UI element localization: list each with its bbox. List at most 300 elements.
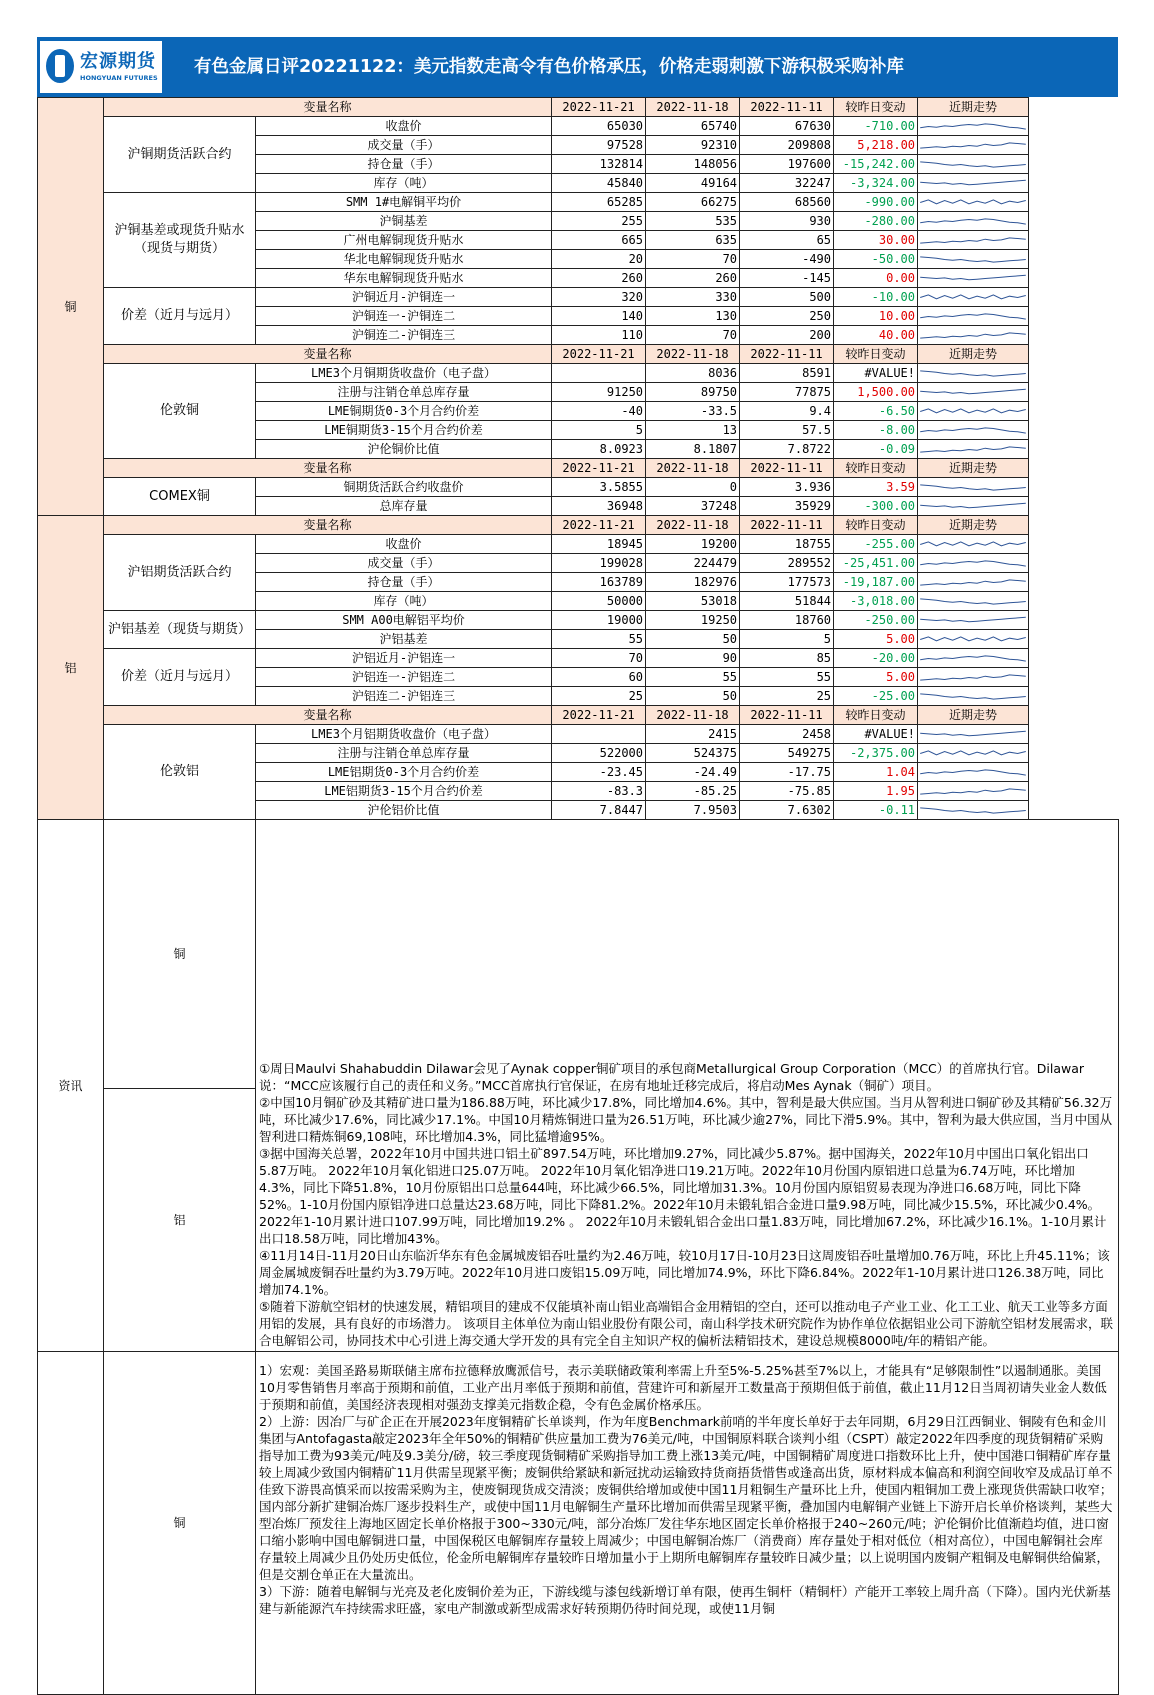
trend-sparkline [918,630,1029,649]
trend-sparkline [918,193,1029,212]
value-cell: 182976 [646,573,740,592]
value-cell: 2415 [646,725,740,744]
analysis-copper-label: 铜 [104,1352,256,1695]
sparkline-chart [918,118,1028,135]
trend-sparkline [918,288,1029,307]
value-cell: 132814 [552,155,646,174]
value-cell: 25 [552,687,646,706]
change-cell: -6.50 [834,402,918,421]
change-cell: -255.00 [834,535,918,554]
group-label: COMEX铜 [104,478,256,516]
value-cell: 77875 [740,383,834,402]
change-cell: -25,451.00 [834,554,918,573]
value-cell: 255 [552,212,646,231]
trend-sparkline [918,573,1029,592]
trend-sparkline [918,250,1029,269]
variable-name: 总库存量 [256,497,552,516]
sparkline-path [920,237,1026,242]
change-cell: -3,324.00 [834,174,918,193]
trend-sparkline [918,611,1029,630]
trend-sparkline [918,440,1029,459]
sparkline-chart [918,422,1028,439]
value-cell: 18945 [552,535,646,554]
value-cell: 289552 [740,554,834,573]
value-cell: 148056 [646,155,740,174]
trend-sparkline [918,668,1029,687]
sparkline-path [920,256,1026,261]
variable-name: 注册与注销仓单总库存量 [256,383,552,402]
value-cell: 57.5 [740,421,834,440]
group-label: 价差（近月与远月） [104,649,256,706]
table-row [38,193,1119,212]
value-cell: 8.1807 [646,440,740,459]
variable-name: 沪铝基差 [256,630,552,649]
news-copper-label: 铜 [104,820,256,1089]
col-header-date: 2022-11-18 [646,516,740,535]
variable-name: 收盘价 [256,117,552,136]
value-cell: 45840 [552,174,646,193]
sparkline-chart [918,574,1028,591]
sparkline-path [920,484,1026,489]
group-label: 伦敦铝 [104,725,256,820]
report-title: 有色金属日评20221122：美元指数走高令有色价格承压，价格走弱刺激下游积极采购补库 [194,57,904,77]
value-cell: 65285 [552,193,646,212]
col-header-date: 2022-11-11 [740,98,834,117]
value-cell: 32247 [740,174,834,193]
value-cell: 535 [646,212,740,231]
col-header-date: 2022-11-21 [552,459,646,478]
value-cell: 60 [552,668,646,687]
data-table [37,97,1119,1695]
change-cell: #VALUE! [834,725,918,744]
value-cell: 90 [646,649,740,668]
value-cell: 89750 [646,383,740,402]
sparkline-path [920,750,1026,754]
sparkline-path [920,655,1026,660]
col-header-trend: 近期走势 [918,98,1029,117]
variable-name: SMM A00电解铝平均价 [256,611,552,630]
sparkline-chart [918,365,1028,382]
value-cell: 177573 [740,573,834,592]
variable-name: 沪铜连一-沪铜连二 [256,307,552,326]
value-cell: 19200 [646,535,740,554]
group-label: 伦敦铜 [104,364,256,459]
sparkline-path [920,275,1026,280]
value-cell: 260 [646,269,740,288]
value-cell: 260 [552,269,646,288]
trend-sparkline [918,421,1029,440]
sparkline-path [920,598,1026,603]
col-header-date: 2022-11-18 [646,98,740,117]
sparkline-chart [918,403,1028,420]
column-header-row [38,98,1119,117]
trend-sparkline [918,174,1029,193]
table-row [38,364,1119,383]
variable-name: LME铝期货0-3个月合约价差 [256,763,552,782]
value-cell: 65740 [646,117,740,136]
report-sheet [37,37,1118,1695]
change-cell: -280.00 [834,212,918,231]
value-cell: -40 [552,402,646,421]
change-cell: -3,018.00 [834,592,918,611]
variable-name: 库存（吨） [256,592,552,611]
sparkline-path [920,731,1026,736]
change-cell: -0.11 [834,801,918,820]
news-row [38,820,1119,1089]
value-cell: 110 [552,326,646,345]
change-cell: -10.00 [834,288,918,307]
sparkline-chart [918,270,1028,287]
col-header-trend: 近期走势 [918,345,1029,364]
value-cell: 199028 [552,554,646,573]
change-cell: -990.00 [834,193,918,212]
sparkline-chart [918,213,1028,230]
sparkline-chart [918,251,1028,268]
value-cell: 55 [552,630,646,649]
change-cell: 40.00 [834,326,918,345]
sparkline-path [920,408,1026,412]
col-header-change: 较昨日变动 [834,98,918,117]
sparkline-path [920,389,1026,394]
value-cell: 130 [646,307,740,326]
value-cell: 5 [740,630,834,649]
trend-sparkline [918,535,1029,554]
trend-sparkline [918,364,1029,383]
col-header-date: 2022-11-11 [740,345,834,364]
trend-sparkline [918,763,1029,782]
sparkline-chart [918,555,1028,572]
value-cell: 55 [646,668,740,687]
analysis-row [38,1352,1119,1695]
value-cell: -145 [740,269,834,288]
value-cell: 7.8447 [552,801,646,820]
col-header-date: 2022-11-18 [646,345,740,364]
sparkline-path [920,769,1026,774]
sparkline-chart [918,156,1028,173]
news-section-label: 资讯 [38,820,104,1352]
sparkline-chart [918,441,1028,458]
sparkline-path [920,693,1026,698]
value-cell: 330 [646,288,740,307]
value-cell: 19000 [552,611,646,630]
value-cell: 635 [646,231,740,250]
trend-sparkline [918,744,1029,763]
variable-name: LME铝期货3-15个月合约价差 [256,782,552,801]
change-cell: 1.95 [834,782,918,801]
sparkline-chart [918,593,1028,610]
sparkline-path [920,218,1026,223]
sparkline-path [920,332,1026,337]
group-label: 沪铜期货活跃合约 [104,117,256,193]
trend-sparkline [918,231,1029,250]
variable-name: 成交量（手） [256,554,552,573]
trend-sparkline [918,554,1029,573]
trend-sparkline [918,117,1029,136]
sparkline-chart [918,308,1028,325]
variable-name: 华东电解铜现货升贴水 [256,269,552,288]
change-cell: -25.00 [834,687,918,706]
change-cell: 5.00 [834,668,918,687]
variable-name: 沪铝近月-沪铝连一 [256,649,552,668]
value-cell: 67630 [740,117,834,136]
sparkline-chart [918,384,1028,401]
value-cell: 320 [552,288,646,307]
variable-name: 华北电解铜现货升贴水 [256,250,552,269]
value-cell: 91250 [552,383,646,402]
column-header-row [38,516,1119,535]
value-cell: 7.9503 [646,801,740,820]
sparkline-path [920,503,1026,508]
trend-sparkline [918,212,1029,231]
news-text: ①周日Maulvi Shahabuddin Dilawar会见了Aynak copper铜矿项目的承包商Metallurgical Group Corporation（MCC）的首席执行官。Dilawar说：“MCC应该履行自己的责任和义务。”MCC首席执行官保证，在房有地址迁移完成后，将启动Mes Aynak（铜矿）项目。 ②中国10月铜矿砂及其精矿进口量为186.88万吨，环比减少17.8%，同比增加4.6%。其中，智利是最大供应国。当月从智利进口铜矿砂及其精矿56.32万吨，环比减少17.6%，同比减少17.1%。中国10月精炼铜进口量为26.51万吨，环比减少逾27%，同比下滑5.9%。其中，智利为最大供应国，当月中国从智利进口精炼铜69,108吨，环比增加4.3%，同比猛增逾95%。 ③据中国海关总署，2022年10月中国共进口铝土矿897.54万吨，环比增加9.27%，同比减少5.87%。据中国海关，2022年10月中国出口氧化铝出口5.87万吨。 2022年10月氧化铝进口25.07万吨。 2022年10月氧化铝净进口19.21万吨。2022年10月份国内原铝进口总量为6.74万吨，环比增加4.3%，同比下降51.8%，10月份原铝出口总量644吨，环比减少66.5%，同比增加31.3%。10月份国内原铝贸易表现为净进口6.68万吨，同比下降52%。1-10月份国内原铝净进口总量达23.68万吨，同比下降81.2%。2022年10月未锻轧铝合金进口量9.98万吨，同比减少15.5%，环比减少0.4%。2022年1-10月累计进口107.99万吨，同比增加19.2% 。 2022年10月未锻轧铝合金出口量1.83万吨，同比增加67.2%，环比减少16.1%。1-10月累计出口18.58万吨，同比增加43%。 ④11月14日-11月20日山东临沂华东有色金属城废铝吞吐量约为2.46万吨，较10月17日-10月23日这周废铝吞吐量增加0.76万吨，环比上升45.11%；该周金属城废铜吞吐量约为3.79万吨。2022年10月进口废铝15.09万吨，同比增加74.9%，环比下降6.84%。2022年1-10月累计进口126.38万吨，同比增加74.1%。 ⑤随着下游航空铝材的快速发展，精铝项目的建成不仅能填补南山铝业高端铝合金用精铝的空白，还可以推动电子产业工业、化工工业、航天工业等多方面用铝的发展，具有良好的市场潜力。 该项目主体单位为南山铝业股份有限公司，南山科学技术研究院作为协作单位依据铝业公司下游航空铝材发展需求，联合电解铝公司，协同技术中心引进上海交通大学开发的具有完全自主知识产权的偏析法精铝技术，建设总规模8000吨/年的精铝产能。 [256,820,1119,1352]
col-header-variable: 变量名称 [104,98,552,117]
change-cell: -250.00 [834,611,918,630]
col-header-date: 2022-11-21 [552,98,646,117]
value-cell: 140 [552,307,646,326]
value-cell: 665 [552,231,646,250]
value-cell: 19250 [646,611,740,630]
sparkline-path [920,807,1026,812]
value-cell: -75.85 [740,782,834,801]
col-header-trend: 近期走势 [918,706,1029,725]
col-header-date: 2022-11-18 [646,706,740,725]
table-row [38,611,1119,630]
change-cell: 0.00 [834,269,918,288]
variable-name: 沪铜基差 [256,212,552,231]
value-cell: 930 [740,212,834,231]
variable-name: 沪铜连二-沪铜连三 [256,326,552,345]
sparkline-path [920,617,1026,622]
sparkline-chart [918,498,1028,515]
sparkline-chart [918,669,1028,686]
value-cell: 224479 [646,554,740,573]
value-cell: 18755 [740,535,834,554]
trend-sparkline [918,269,1029,288]
value-cell: 85 [740,649,834,668]
value-cell: 36948 [552,497,646,516]
value-cell: 49164 [646,174,740,193]
table-row [38,478,1119,497]
sparkline-chart [918,631,1028,648]
value-cell: -24.49 [646,763,740,782]
sparkline-chart [918,612,1028,629]
sparkline-path [920,313,1026,318]
sparkline-path [920,199,1026,203]
change-cell: -20.00 [834,649,918,668]
change-cell: 10.00 [834,307,918,326]
sparkline-path [920,142,1026,147]
sparkline-chart [918,688,1028,705]
value-cell: 70 [646,326,740,345]
variable-name: 沪伦铜价比值 [256,440,552,459]
variable-name: 库存（吨） [256,174,552,193]
change-cell: -8.00 [834,421,918,440]
trend-sparkline [918,801,1029,820]
value-cell: 20 [552,250,646,269]
trend-sparkline [918,649,1029,668]
trend-sparkline [918,136,1029,155]
value-cell: 53018 [646,592,740,611]
news-aluminum-label: 铝 [104,1089,256,1352]
value-cell [552,725,646,744]
sparkline-chart [918,289,1028,306]
table-row [38,535,1119,554]
sparkline-path [920,541,1026,545]
value-cell: 18760 [740,611,834,630]
variable-name: LME3个月铜期货收盘价（电子盘） [256,364,552,383]
trend-sparkline [918,782,1029,801]
value-cell: 0 [646,478,740,497]
sparkline-chart [918,783,1028,800]
variable-name: 沪铜近月-沪铜连一 [256,288,552,307]
sparkline-chart [918,327,1028,344]
value-cell: 522000 [552,744,646,763]
col-header-change: 较昨日变动 [834,345,918,364]
value-cell: 25 [740,687,834,706]
value-cell: 7.8722 [740,440,834,459]
value-cell: 50000 [552,592,646,611]
column-header-row [38,459,1119,478]
col-header-date: 2022-11-21 [552,706,646,725]
value-cell: 70 [552,649,646,668]
sparkline-chart [918,137,1028,154]
sparkline-chart [918,536,1028,553]
value-cell: -23.45 [552,763,646,782]
col-header-trend: 近期走势 [918,459,1029,478]
col-header-variable: 变量名称 [104,516,552,535]
col-header-variable: 变量名称 [104,459,552,478]
variable-name: SMM 1#电解铜平均价 [256,193,552,212]
col-header-trend: 近期走势 [918,516,1029,535]
sparkline-chart [918,726,1028,743]
analysis-section-label [38,1352,104,1695]
sparkline-chart [918,175,1028,192]
value-cell: -85.25 [646,782,740,801]
group-label: 沪铝期货活跃合约 [104,535,256,611]
value-cell: 524375 [646,744,740,763]
value-cell: 97528 [552,136,646,155]
value-cell: 50 [646,630,740,649]
sparkline-path [920,579,1026,584]
col-header-variable: 变量名称 [104,345,552,364]
change-cell: 5,218.00 [834,136,918,155]
value-cell: 35929 [740,497,834,516]
sparkline-path [920,560,1026,565]
sparkline-path [920,427,1026,432]
trend-sparkline [918,402,1029,421]
value-cell: 51844 [740,592,834,611]
value-cell: 13 [646,421,740,440]
value-cell: 66275 [646,193,740,212]
change-cell: -15,242.00 [834,155,918,174]
sparkline-chart [918,479,1028,496]
value-cell: 2458 [740,725,834,744]
logo-mark-icon [46,49,74,83]
change-cell: -50.00 [834,250,918,269]
change-cell: 5.00 [834,630,918,649]
sparkline-chart [918,802,1028,819]
change-cell: 30.00 [834,231,918,250]
col-header-change: 较昨日变动 [834,459,918,478]
value-cell: 7.6302 [740,801,834,820]
table-row [38,117,1119,136]
sparkline-path [920,446,1026,451]
change-cell: -710.00 [834,117,918,136]
value-cell: -490 [740,250,834,269]
trend-sparkline [918,383,1029,402]
sparkline-chart [918,194,1028,211]
value-cell: 163789 [552,573,646,592]
change-cell: 1,500.00 [834,383,918,402]
variable-name: 铜期货活跃合约收盘价 [256,478,552,497]
change-cell: -19,187.00 [834,573,918,592]
variable-name: LME铜期货0-3个月合约价差 [256,402,552,421]
metal-section-label: 铝 [38,516,104,820]
column-header-row [38,345,1119,364]
value-cell: 9.4 [740,402,834,421]
value-cell: 92310 [646,136,740,155]
col-header-change: 较昨日变动 [834,516,918,535]
sparkline-path [920,161,1026,166]
variable-name: LME3个月铝期货收盘价（电子盘） [256,725,552,744]
sparkline-path [920,788,1026,793]
change-cell: -2,375.00 [834,744,918,763]
variable-name: 沪伦铝价比值 [256,801,552,820]
value-cell: 209808 [740,136,834,155]
value-cell: 200 [740,326,834,345]
variable-name: 沪铝连二-沪铝连三 [256,687,552,706]
variable-name: 沪铝连一-沪铝连二 [256,668,552,687]
logo-name-en: HONGYUAN FUTURES [80,74,158,82]
sparkline-chart [918,232,1028,249]
variable-name: 广州电解铜现货升贴水 [256,231,552,250]
value-cell: 250 [740,307,834,326]
trend-sparkline [918,497,1029,516]
trend-sparkline [918,687,1029,706]
table-row [38,649,1119,668]
value-cell: 65030 [552,117,646,136]
variable-name: 成交量（手） [256,136,552,155]
value-cell [552,364,646,383]
variable-name: 持仓量（手） [256,573,552,592]
sparkline-chart [918,745,1028,762]
value-cell: 197600 [740,155,834,174]
variable-name: 注册与注销仓单总库存量 [256,744,552,763]
sparkline-path [920,180,1026,185]
col-header-date: 2022-11-18 [646,459,740,478]
value-cell: 68560 [740,193,834,212]
table-row [38,288,1119,307]
value-cell: 50 [646,687,740,706]
value-cell: 500 [740,288,834,307]
value-cell: 8.0923 [552,440,646,459]
variable-name: 收盘价 [256,535,552,554]
trend-sparkline [918,725,1029,744]
sparkline-path [920,123,1026,128]
group-label: 价差（近月与远月） [104,288,256,345]
value-cell: 549275 [740,744,834,763]
col-header-change: 较昨日变动 [834,706,918,725]
change-cell: -0.09 [834,440,918,459]
change-cell: 3.59 [834,478,918,497]
table-row [38,725,1119,744]
value-cell: 8036 [646,364,740,383]
sparkline-path [920,294,1026,298]
report-header [37,37,1118,97]
col-header-date: 2022-11-11 [740,516,834,535]
logo-name-cn: 宏源期货 [80,51,156,72]
value-cell: 3.936 [740,478,834,497]
